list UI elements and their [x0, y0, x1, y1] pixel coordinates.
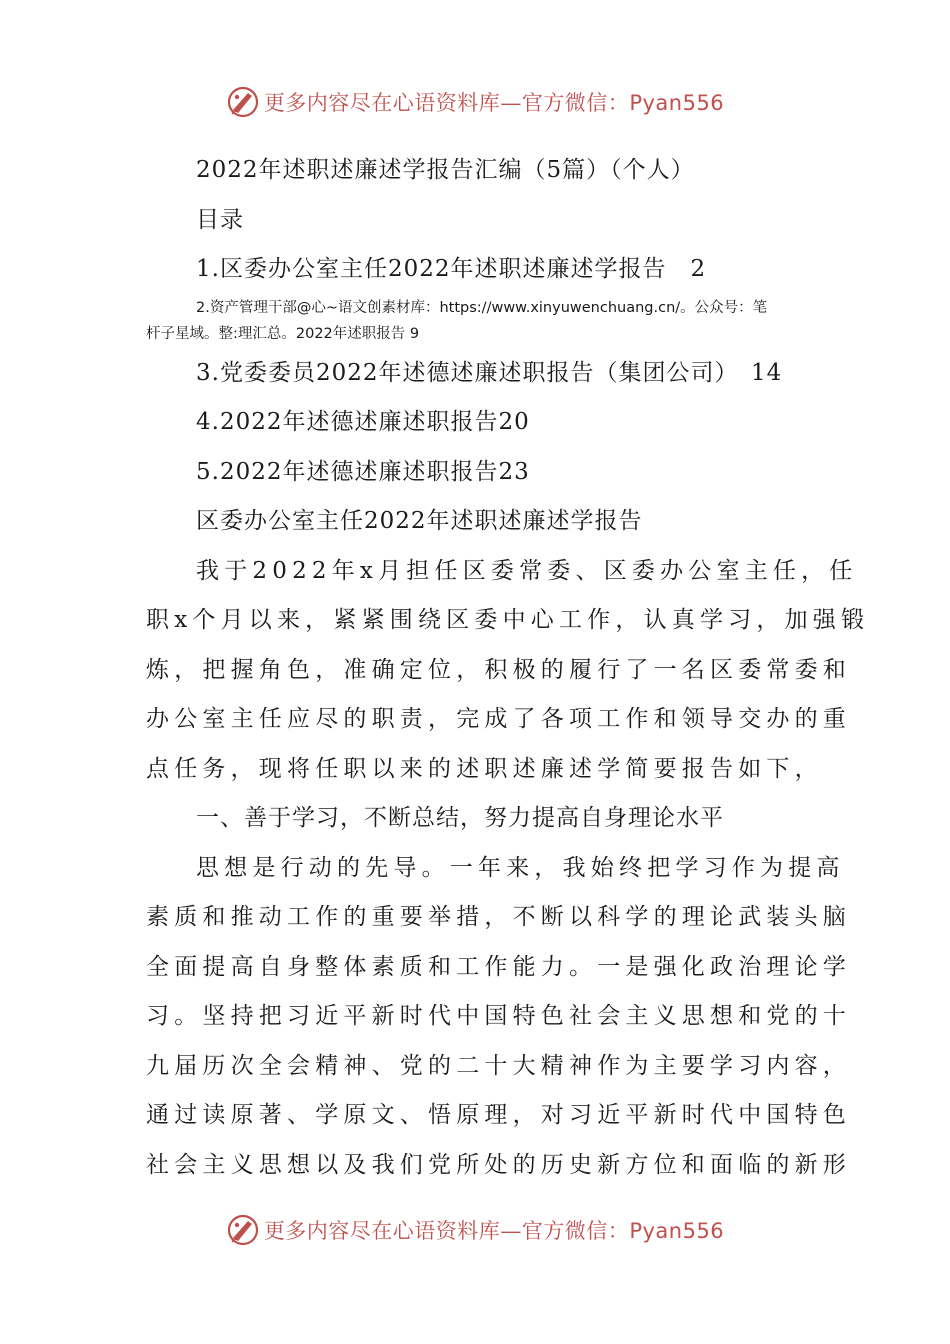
toc-heading: 目录 — [196, 206, 244, 233]
banner-wechat-id: Pyan556 — [629, 1219, 725, 1243]
paragraph-1-line: 我于2022年x月担任区委常委、区委办公室主任，任 — [196, 557, 858, 584]
paragraph-1-line: 职x个月以来，紧紧围绕区委中心工作，认真学习，加强锻 — [146, 607, 870, 633]
document-title: 2022年述职述廉述学报告汇编（5篇）（个人） — [196, 157, 695, 183]
toc-item-2 — [146, 295, 806, 349]
paragraph-2 — [146, 844, 851, 1191]
paragraph-1-line: 点任务，现将任职以来的述职述廉述学简要报告如下， — [146, 755, 823, 782]
paragraph-2-line: 素质和推动工作的重要举措，不断以科学的理论武装头脑 — [146, 904, 851, 930]
banner-wechat-label: 官方微信： — [521, 91, 630, 115]
toc-item-5: 5.2022年述德述廉述职报告23 — [196, 458, 530, 485]
banner-dash: — — [500, 91, 522, 115]
paragraph-2-line: 九届历次全会精神、党的二十大精神作为主要学习内容， — [146, 1052, 851, 1079]
document-body — [146, 146, 870, 1190]
banner-text — [264, 87, 724, 117]
toc-item-1: 1.区委办公室主任2022年述职述廉述学报告 2 — [196, 256, 707, 282]
pen-logo-icon — [226, 1213, 260, 1247]
header-banner — [0, 82, 950, 122]
paragraph-1 — [146, 547, 870, 795]
toc-item-3: 3.党委委员2022年述德述廉述职报告（集团公司） 14 — [196, 359, 783, 386]
banner-wechat-label: 官方微信： — [521, 1219, 630, 1243]
toc-item-2-line-2: 杆子星域。整:理汇总。2022年述职报告 9 — [146, 325, 420, 342]
banner-dash: — — [500, 1219, 522, 1243]
pen-logo-icon — [226, 85, 260, 119]
heading-1: 一、善于学习，不断总结，努力提高自身理论水平 — [196, 805, 724, 831]
paragraph-2-line: 全面提高自身整体素质和工作能力。一是强化政治理论学 — [146, 953, 851, 980]
paragraph-2-line: 思想是行动的先导。一年来，我始终把学习作为提高 — [196, 854, 845, 881]
footer-banner — [0, 1210, 950, 1250]
paragraph-1-line: 炼，把握角色，准确定位，积极的履行了一名区委常委和 — [146, 656, 851, 683]
section-title: 区委办公室主任2022年述职述廉述学报告 — [196, 508, 643, 534]
banner-main-text: 更多内容尽在心语资料库 — [263, 1219, 501, 1243]
paragraph-1-line: 办公室主任应尽的职责，完成了各项工作和领导交办的重 — [146, 706, 851, 732]
paragraph-2-line: 通过读原著、学原文、悟原理，对习近平新时代中国特色 — [146, 1102, 851, 1128]
banner-main-text: 更多内容尽在心语资料库 — [263, 91, 501, 115]
banner-text — [264, 1215, 724, 1245]
banner-wechat-id: Pyan556 — [629, 91, 725, 115]
paragraph-2-line: 习。坚持把习近平新时代中国特色社会主义思想和党的十 — [146, 1003, 851, 1029]
toc-item-4: 4.2022年述德述廉述职报告20 — [196, 409, 530, 435]
toc-item-2-line-1: 2.资产管理干部@心~语文创素材库：https://www.xinyuwenchuang.cn/。公众号：笔 — [196, 299, 768, 316]
paragraph-2-line: 社会主义思想以及我们党所处的历史新方位和面临的新形 — [146, 1151, 851, 1178]
